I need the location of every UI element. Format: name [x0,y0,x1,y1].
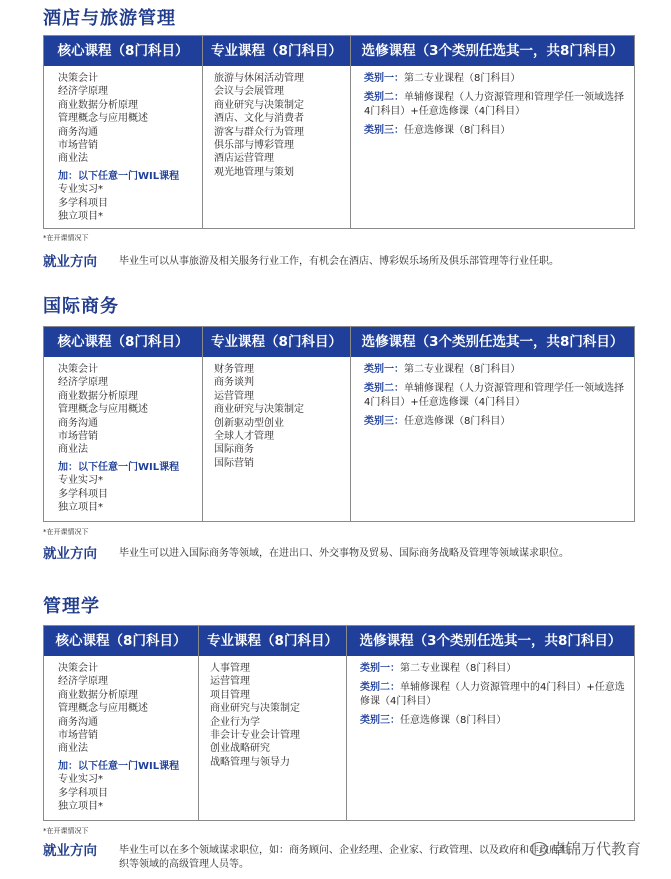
section-title: 国际商务 [43,296,119,317]
elective-category [364,72,626,85]
header-elective: 选修课程（3个类别任选其一，共8门科目） [351,36,634,66]
category-text: 第二专业课程（8门科目） [400,663,517,674]
elective-category [360,714,626,727]
course-item: 经济学原理 [58,377,108,389]
category-text: 单辅修课程（人力资源管理中的4门科目）+任意选修课（4门科目） [360,682,625,707]
course-item: 商务谈判 [214,377,254,389]
header-elective: 选修课程（3个类别任选其一，共8门科目） [347,626,634,656]
footnote: *在开课情况下 [43,827,89,835]
category-label: 类别三： [360,715,400,727]
career-label: 就业方向 [43,546,97,562]
course-item: 商务沟通 [58,417,98,429]
category-label: 类别三： [364,416,404,428]
course-item: 管理概念与应用概述 [58,113,148,125]
course-item: 全球人才管理 [214,431,274,443]
course-table [43,625,635,821]
header-major: 专业课程（8门科目） [203,36,350,66]
watermark [530,838,641,859]
core-courses [58,66,198,228]
header-major: 专业课程（8门科目） [199,626,346,656]
elective-category [364,382,626,409]
elective-courses [360,656,626,820]
major-courses [210,656,344,820]
major-list [210,662,344,769]
course-item: 商业法 [58,153,88,165]
course-item: 商务沟通 [58,716,98,728]
header-major: 专业课程（8门科目） [203,327,350,357]
course-item: 独立项目* [58,211,103,223]
core-list [58,662,194,756]
course-table [43,35,635,229]
elective-category [364,363,626,376]
course-item: 商业数据分析原理 [58,99,138,111]
course-item: 决策会计 [58,364,98,375]
elective-list [364,72,626,138]
course-item: 人事管理 [210,663,250,674]
course-item: 商业数据分析原理 [58,689,138,701]
major-courses [214,357,348,521]
header-core: 核心课程（8门科目） [44,626,198,656]
category-text: 任意选修课（8门科目） [404,125,511,137]
category-label: 类别二： [364,92,404,104]
wil-label: 加：以下任意一门WIL课程 [58,170,180,182]
course-item: 商务沟通 [58,126,98,138]
category-text: 任意选修课（8门科目） [404,416,511,428]
wil-list [58,773,194,813]
career-text: 毕业生可以从事旅游及相关服务行业工作，有机会在酒店、博彩娱乐场所及俱乐部管理等行业任职。 [119,256,559,267]
course-item: 俱乐部与博彩管理 [214,140,294,152]
course-item: 旅游与休闲活动管理 [214,73,304,84]
course-item: 战略管理与领导力 [210,756,290,768]
course-item: 专业实习* [58,184,103,196]
career-text: 毕业生可以在多个领域谋求职位，如：商务顾问、企业经理、企业家、行政管理、以及政府和非政府组织等领域的高级管理人员等。 [119,845,569,870]
elective-category [364,415,626,428]
section-title: 管理学 [43,596,100,617]
course-item: 市场营销 [58,140,98,152]
course-item: 独立项目* [58,502,103,514]
course-item: 项目管理 [210,689,250,701]
category-label: 类别一： [360,663,400,674]
elective-category [364,91,626,118]
course-item: 财务管理 [214,364,254,375]
course-item: 国际商务 [214,444,254,456]
category-text: 第二专业课程（8门科目） [404,364,521,375]
category-text: 任意选修课（8门科目） [400,715,507,727]
footnote: *在开课情况下 [43,234,89,242]
header-core: 核心课程（8门科目） [44,36,202,66]
major-list [214,363,348,470]
course-item: 管理概念与应用概述 [58,404,148,416]
elective-category [364,124,626,137]
course-item: 运营管理 [214,390,254,402]
category-label: 类别一： [364,364,404,375]
wil-list [58,183,198,223]
course-item: 市场营销 [58,730,98,742]
category-label: 类别三： [364,125,404,137]
core-list [58,72,198,166]
course-item: 市场营销 [58,431,98,443]
wechat-icon [530,842,548,856]
wil-label: 加：以下任意一门WIL课程 [58,760,180,772]
course-item: 国际营销 [214,457,254,469]
course-item: 创业战略研究 [210,743,270,755]
elective-list [360,662,626,728]
elective-category [360,681,626,708]
course-item: 管理概念与应用概述 [58,703,148,715]
major-courses [214,66,348,228]
elective-courses [364,357,626,521]
core-courses [58,357,198,521]
course-item: 商业研究与决策制定 [214,404,304,416]
section-title: 酒店与旅游管理 [43,8,176,29]
course-item: 多学科项目 [58,197,108,209]
course-item: 创新驱动型创业 [214,417,284,429]
category-text: 单辅修课程（人力资源管理和管理学任一领域选择4门科目）+任意选修课（4门科目） [364,92,624,117]
course-item: 多学科项目 [58,488,108,500]
category-text: 第二专业课程（8门科目） [404,73,521,84]
category-label: 类别一： [364,73,404,84]
elective-courses [364,66,626,228]
course-item: 决策会计 [58,73,98,84]
course-item: 商业研究与决策制定 [214,99,304,111]
elective-list [364,363,626,429]
course-item: 商业法 [58,743,88,755]
course-item: 独立项目* [58,801,103,813]
category-label: 类别二： [364,383,404,395]
course-item: 决策会计 [58,663,98,674]
career-label: 就业方向 [43,843,97,859]
watermark-text: 卓锦万代教育 [551,840,642,858]
header-elective: 选修课程（3个类别任选其一，共8门科目） [351,327,634,357]
course-item: 经济学原理 [58,676,108,688]
course-item: 专业实习* [58,475,103,487]
course-table [43,326,635,522]
course-item: 商业数据分析原理 [58,390,138,402]
course-item: 游客与群众行为管理 [214,126,304,138]
course-item: 商业研究与决策制定 [210,703,300,715]
major-list [214,72,348,179]
elective-category [360,662,626,675]
category-label: 类别二： [360,682,400,694]
course-item: 商业法 [58,444,88,456]
core-list [58,363,198,457]
header-core: 核心课程（8门科目） [44,327,202,357]
wil-list [58,474,198,514]
course-item: 企业行为学 [210,716,260,728]
footnote: *在开课情况下 [43,528,89,536]
career-label: 就业方向 [43,254,97,270]
course-item: 酒店运营管理 [214,153,274,165]
category-text: 单辅修课程（人力资源管理和管理学任一领域选择4门科目）+任意选修课（4门科目） [364,383,624,408]
core-courses [58,656,194,820]
wil-label: 加：以下任意一门WIL课程 [58,461,180,473]
course-item: 非会计专业会计管理 [210,730,300,742]
course-item: 多学科项目 [58,787,108,799]
course-item: 经济学原理 [58,86,108,98]
course-item: 酒店、文化与消费者 [214,113,304,125]
course-item: 专业实习* [58,774,103,786]
course-item: 运营管理 [210,676,250,688]
course-item: 会议与会展管理 [214,86,284,98]
course-item: 观光地管理与策划 [214,166,294,178]
career-text: 毕业生可以进入国际商务等领域，在进出口、外交事物及贸易、国际商务战略及管理等领域谋求职位。 [119,548,569,559]
